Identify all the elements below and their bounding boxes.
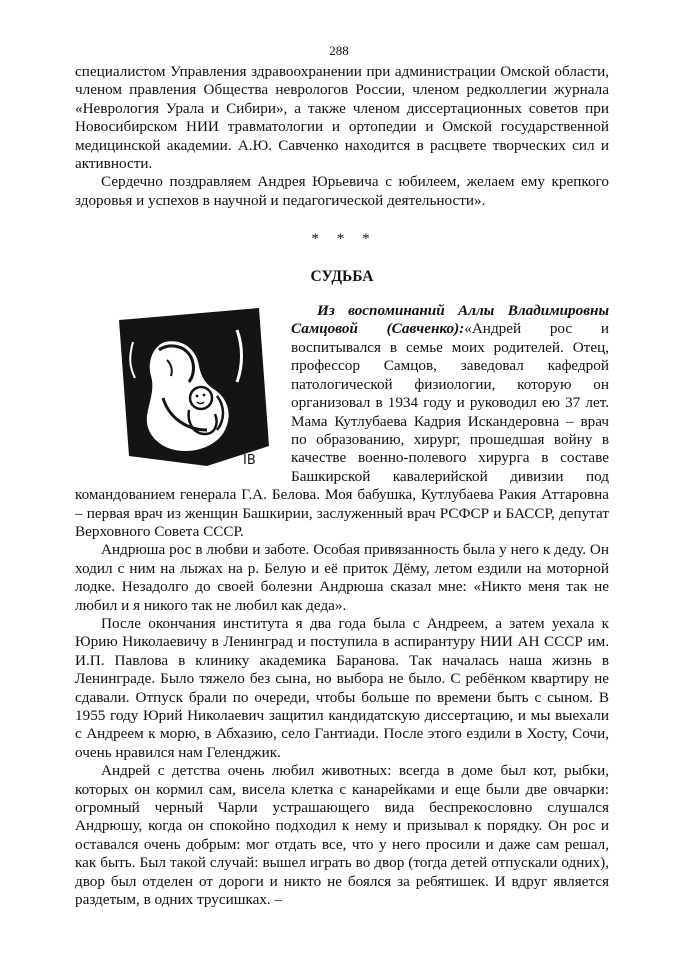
section-title: СУДЬБА [310,267,374,285]
section-separator: * * * [311,230,373,248]
memoir-intro-label: Из воспоминаний Аллы Владимировны Самцовой (Савченко): [291,302,609,338]
paragraph-continuation: специалистом Управления здравоохранении при администрации Омской области, членом правления Общества неврологов России, членом редколлегии журнала «Неврология Урала и Сибири», а также членом диссертационных советов при Новосибирском НИИ травматологии и ортопедии и Омской государственной медицинской академии. А.Ю. Савченко находится в расцвете творческих сил и активности. [75,63,609,173]
congratulation-paragraph: Сердечно поздравляем Андрея Юрьевича с юбилеем, желаем ему крепкого здоровья и успехов в научной и педагогической деятельности». [75,173,609,209]
memoir-paragraph-1: Андрюша рос в любви и заботе. Особая привязанность была у него к деду. Он ходил с ним на лыжах на р. Белую и её приток Дёму, летом ездили на моторной лодке. Незадолго до своей болезни Андрюша сказал мне: «Никто меня так не любил и я никого так не любил как деда». [75,541,609,614]
memoir-section [75,302,609,541]
page-number: 288 [329,43,349,58]
mother-and-child-illustration [109,306,273,469]
page-body [75,63,609,909]
memoir-paragraph-2: После окончания института я два года была с Андреем, а затем уехала к Юрию Николаевичу в Ленинград и поступила в аспирантуру НИИ АН СССР им. И.П. Павлова в клинику академика Баранова. Так началась наша жизнь в Ленинграде. Было тяжело без сына, но выбора не было. С ребёнком квартиру не сдавали. Отпуск брали по очереди, чтобы больше по времени быть с сыном. В 1955 году Юрий Николаевич защитил кандидатскую диссертацию, и мы выехали с Андреем к морю, в Абхазию, село Гантиади. После этого ездили в Хосту, Сочи, очень нравился нам Геленджик. [75,614,609,761]
memoir-paragraph-3: Андрей с детства очень любил животных: всегда в доме был кот, рыбки, которых он кормил сам, висела клетка с канарейками и еще были две овчарки: огромный черный Чарли устрашающего вида беспрекословно слушался Андрюшу, когда он спокойно подходил к нему и призывал к порядку. Он рос и оставался очень добрым: мог отдать все, что у него просили и даже сам решал, как быть. Был такой случай: вышел играть во двор (тогда детей отпускали одних), двор был отделен от дороги и никто не боялся за ребятишек. И вдруг является раздетым, в одних трусишках. – [75,762,609,909]
memoir-first-paragraph-text: «Андрей рос и воспитывался в семье моих родителей. Отец, профессор Самцов, заведовал кафедрой патологической физиологии, которую он организовал в 1934 году и руководил ею 37 лет. Мама Кутлубаева Кадрия Искандеровна – врач по образованию, хирург, прошедшая войну в качестве военно-полевого хирурга в составе Башкирской кавалерийской дивизии под командованием генерала Г.А. Белова. Моя бабушка, Кутлубаева Ракия Аттаровна – первая врач из женщин Башкирии, заслуженный врач РСФСР и БАССР, депутат Верховного Совета СССР. [75,320,609,540]
artist-monogram: IB [243,453,256,469]
